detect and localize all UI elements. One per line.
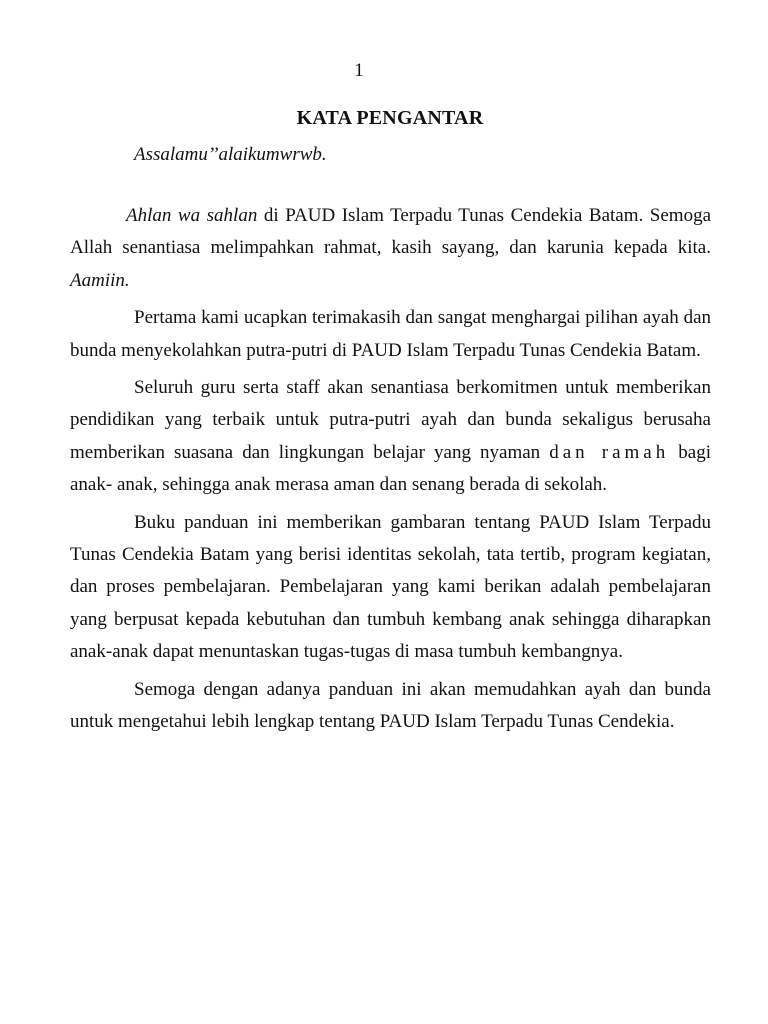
paragraph-guidebook: Buku panduan ini memberikan gambaran tentang PAUD Islam Terpadu Tunas Cendekia Batam yang berisi identitas sekolah, tata tertib, program kegiatan, dan proses pembelajaran. Pembelajaran yang kami berikan adalah pembelajaran yang berpusat kepada kebutuhan dan tumbuh kembang anak sehingga diharapkan anak-anak dapat menuntaskan tugas-tugas di masa tumbuh kembangnya.	[70, 511, 711, 663]
paragraph-thanks: Pertama kami ucapkan terimakasih dan sangat menghargai pilihan ayah dan bunda menyekolahkan putra-putri di PAUD Islam Terpadu Tunas Cendekia Batam.	[70, 307, 711, 361]
page-title: KATA PENGANTAR	[296, 107, 484, 129]
greeting-line: Assalamu’’alaikumwrwb.	[134, 144, 327, 165]
commitment-text-start: Seluruh guru serta staff akan senantiasa berkomitmen untuk memberikan pendidikan yang terbaik untuk putra-putri ayah dan bunda sekaligus berusaha memberikan suasana dan lingkungan belajar yang nyaman	[70, 377, 711, 463]
page-number: 1	[354, 60, 364, 81]
paragraph-closing: Semoga dengan adanya panduan ini akan memudahkan ayah dan bunda untuk mengetahui lebih lengkap tentang PAUD Islam Terpadu Tunas Cendekia.	[70, 678, 711, 733]
welcome-body: di PAUD Islam Terpadu Tunas Cendekia Batam. Semoga Allah senantiasa melimpahkan rahmat, kasih sayang, dan karunia kepada kita.	[70, 205, 712, 259]
commitment-text-end: bagi anak- anak, sehingga anak merasa aman dan senang berada di sekolah.	[70, 441, 712, 496]
commitment-spaced-phrase: dan ramah	[549, 441, 670, 463]
paragraph-commitment	[70, 372, 711, 502]
body-text	[70, 200, 711, 744]
welcome-phrase: Ahlan wa sahlan	[126, 205, 258, 226]
paragraph-welcome	[70, 200, 711, 297]
amen-phrase: Aamiin.	[70, 269, 130, 291]
